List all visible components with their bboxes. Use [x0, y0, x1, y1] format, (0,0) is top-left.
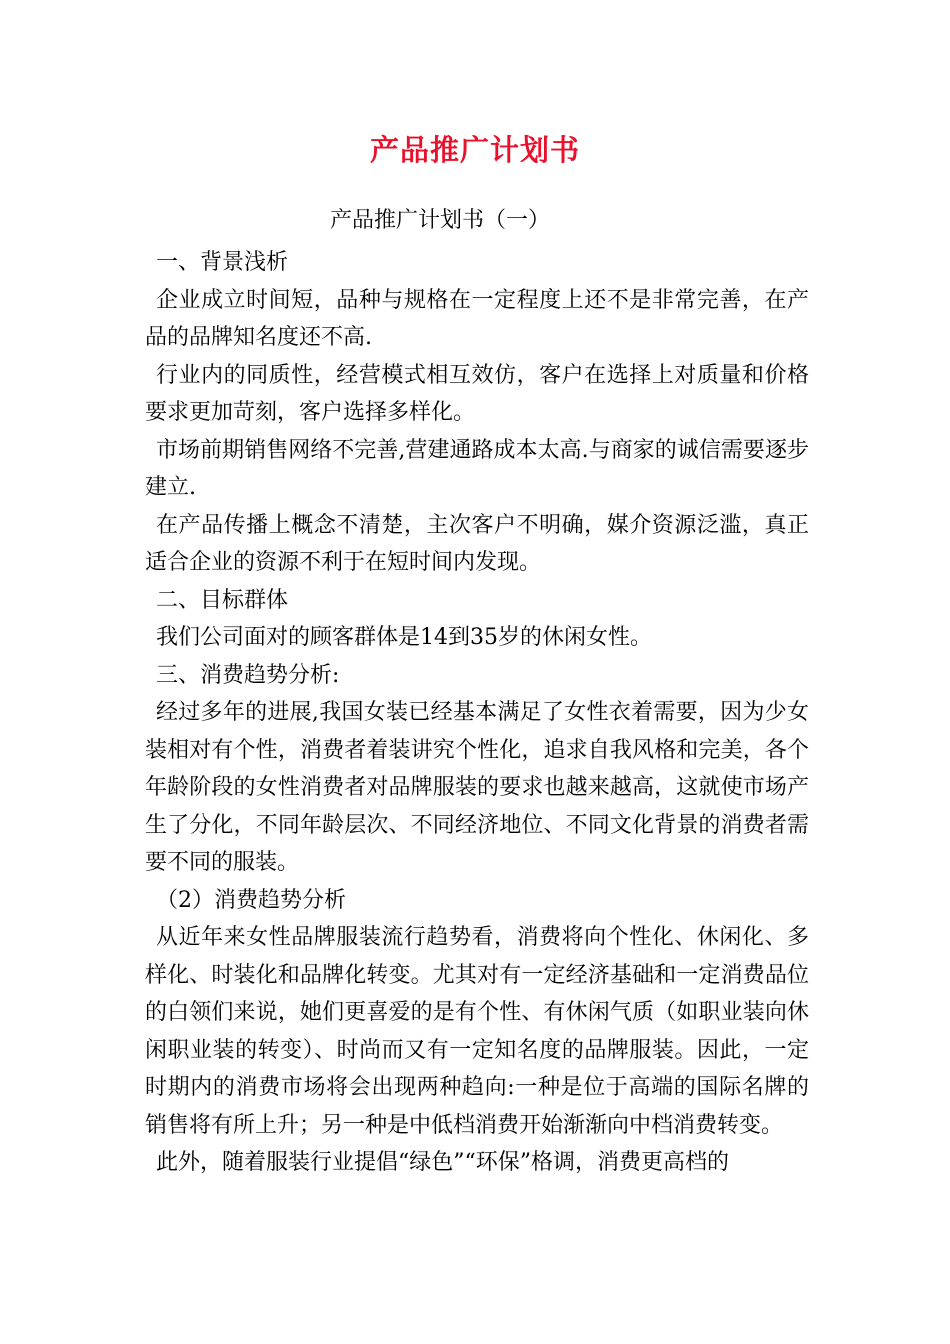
subsection-heading: （2）消费趋势分析 — [156, 887, 346, 913]
document-subtitle: 产品推广计划书（一） — [329, 208, 550, 233]
paragraph: 在产品传播上概念不清楚，主次客户不明确，媒介资源泛滥，真正适合企业的资源不利于在短时间内发现。 — [145, 512, 809, 575]
paragraph: 行业内的同质性，经营模式相互效仿，客户在选择上对质量和价格要求更加苛刻，客户选择多样化。 — [145, 362, 809, 425]
document-title: 产品推广计划书 — [369, 133, 580, 167]
section-heading-consumption-trend: 三、消费趋势分析: — [156, 662, 340, 688]
paragraph: 经过多年的进展,我国女装已经基本满足了女性衣着需要，因为少女装相对有个性，消费者着装讲究个性化，追求自我风格和完美，各个年龄阶段的女性消费者对品牌服装的要求也越来越高，这就使市场产生了分化，不同年龄层次、不同经济地位、不同文化背景的消费者需要不同的服装。 — [145, 700, 809, 875]
section-heading-background: 一、背景浅析 — [156, 250, 289, 275]
paragraph: 我们公司面对的顾客群体是14到35岁的休闲女性。 — [156, 625, 652, 650]
paragraph: 从近年来女性品牌服装流行趋势看，消费将向个性化、休闲化、多样化、时装化和品牌化转变。尤其对有一定经济基础和一定消费品位的白领们来说，她们更喜爱的是有个性、有休闲气质（如职业装向休闲职业装的转变）、时尚而又有一定知名度的品牌服装。因此，一定时期内的消费市场将会出现两种趋向:一种是位于高端的国际名牌的销售将有所上升；另一种是中低档消费开始渐渐向中档消费转变。 — [145, 925, 809, 1138]
paragraph: 市场前期销售网络不完善,营建通路成本太高.与商家的诚信需要逐步建立. — [145, 437, 809, 500]
section-heading-target-group: 二、目标群体 — [156, 587, 289, 613]
paragraph: 企业成立时间短，品种与规格在一定程度上还不是非常完善，在产品的品牌知名度还不高. — [145, 287, 809, 350]
paragraph: 此外，随着服装行业提倡“绿色”“环保”格调，消费更高档的 — [156, 1150, 729, 1175]
document-body — [145, 244, 809, 1182]
